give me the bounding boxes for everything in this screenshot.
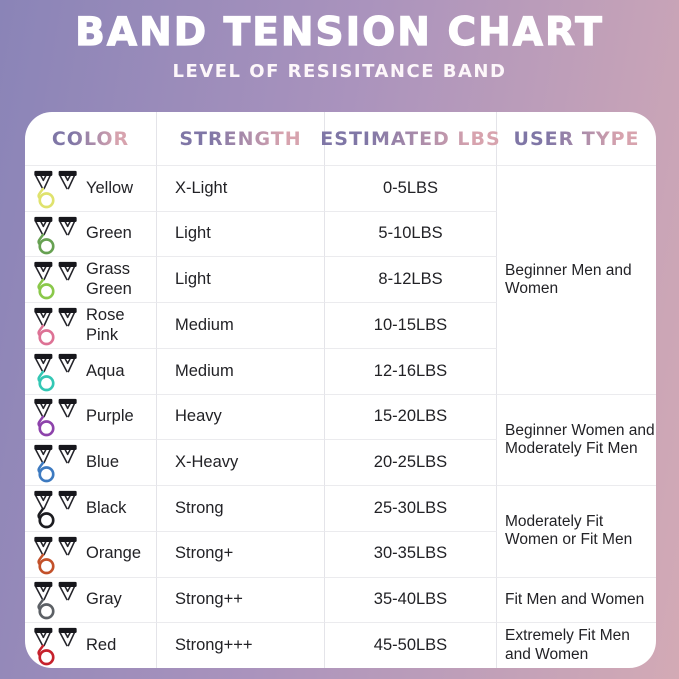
column-header-strength-label: STRENGTH: [179, 127, 302, 150]
strength-cell: Strong+: [157, 531, 325, 577]
band-ring: [40, 239, 53, 252]
color-cell: [25, 302, 157, 348]
band-ring: [40, 605, 53, 618]
band-ring: [40, 513, 53, 526]
estimated-lbs-cell: 25-30LBS: [325, 485, 497, 531]
user-type-cell: Beginner Men and Women: [497, 165, 656, 394]
band-handle-cap: [59, 171, 77, 176]
chart-card: [25, 112, 656, 668]
color-cell: [25, 439, 157, 485]
resistance-band-icon: [32, 168, 79, 209]
band-handle-cap: [59, 354, 77, 359]
strength-cell: Heavy: [157, 394, 325, 440]
color-name: Grass Green: [86, 260, 132, 298]
color-name: Yellow: [86, 178, 134, 197]
band-handle-cap: [34, 354, 52, 359]
column-header-estimated-lbs: [320, 112, 501, 165]
resistance-band-icon: [32, 214, 79, 255]
user-type-cell: Moderately Fit Women or Fit Men: [497, 485, 656, 576]
color-name: Gray: [86, 590, 122, 609]
estimated-lbs-cell: 20-25LBS: [325, 439, 497, 485]
band-handle-cap: [59, 582, 77, 587]
band-handle-cap: [59, 216, 77, 221]
resistance-band-icon: [32, 351, 79, 392]
color-cell: [25, 348, 157, 394]
resistance-band-icon: [32, 442, 79, 483]
strength-cell: Medium: [157, 348, 325, 394]
estimated-lbs-cell: 15-20LBS: [325, 394, 497, 440]
color-cell: [25, 256, 157, 302]
color-cell: [25, 622, 157, 668]
band-ring: [40, 331, 53, 344]
column-header-user-type: [497, 112, 656, 165]
color-name: Blue: [86, 452, 120, 471]
estimated-lbs-cell: 0-5LBS: [325, 165, 497, 211]
resistance-band-icon: [32, 534, 79, 575]
strength-cell: Strong: [157, 485, 325, 531]
band-handle-cap: [59, 445, 77, 450]
user-type-cell: Fit Men and Women: [497, 577, 656, 623]
strength-cell: X-Light: [157, 165, 325, 211]
band-handle-cap: [34, 399, 52, 404]
band-handle-cap: [59, 399, 77, 404]
color-name: Purple: [86, 407, 134, 426]
band-handle-cap: [34, 582, 52, 587]
band-ring: [40, 651, 53, 664]
band-ring: [40, 422, 53, 435]
band-ring: [40, 468, 53, 481]
resistance-band-icon: [32, 396, 79, 437]
column-header-estimated-lbs-label: ESTIMATED LBS: [320, 127, 501, 150]
page-subtitle: LEVEL OF RESISITANCE BAND: [172, 61, 507, 82]
band-ring: [40, 559, 53, 572]
band-handle-cap: [34, 262, 52, 267]
band-table: [25, 112, 656, 668]
strength-cell: X-Heavy: [157, 439, 325, 485]
estimated-lbs-cell: 30-35LBS: [325, 531, 497, 577]
color-name: Orange: [86, 544, 142, 563]
band-handle-cap: [34, 537, 52, 542]
color-cell: [25, 211, 157, 257]
band-handle-cap: [34, 308, 52, 313]
strength-cell: Medium: [157, 302, 325, 348]
column-header-color: [25, 112, 157, 165]
column-header-user-type-label: USER TYPE: [513, 127, 640, 150]
estimated-lbs-cell: 5-10LBS: [325, 211, 497, 257]
strength-cell: Light: [157, 211, 325, 257]
band-handle-cap: [34, 171, 52, 176]
estimated-lbs-cell: 45-50LBS: [325, 622, 497, 668]
color-name: Aqua: [86, 361, 125, 380]
color-name: Black: [86, 498, 127, 517]
band-ring: [40, 285, 53, 298]
band-handle-cap: [59, 537, 77, 542]
estimated-lbs-cell: 12-16LBS: [325, 348, 497, 394]
band-handle-cap: [59, 308, 77, 313]
estimated-lbs-cell: 8-12LBS: [325, 256, 497, 302]
color-cell: [25, 394, 157, 440]
user-type-cell: Beginner Women and Moderately Fit Men: [497, 394, 656, 485]
color-cell: [25, 531, 157, 577]
color-name: Red: [86, 635, 117, 654]
band-handle-cap: [59, 491, 77, 496]
strength-cell: Strong++: [157, 577, 325, 623]
page-title: BAND TENSION CHART: [75, 10, 604, 55]
estimated-lbs-cell: 35-40LBS: [325, 577, 497, 623]
header: [0, 0, 679, 82]
band-handle-cap: [34, 445, 52, 450]
resistance-band-icon: [32, 625, 79, 666]
color-cell: [25, 485, 157, 531]
color-name: Rose Pink: [86, 306, 125, 344]
band-handle-cap: [34, 216, 52, 221]
column-header-color-label: COLOR: [51, 127, 130, 150]
resistance-band-icon: [32, 488, 79, 529]
band-handle-cap: [34, 628, 52, 633]
resistance-band-icon: [32, 259, 79, 300]
strength-cell: Light: [157, 256, 325, 302]
resistance-band-icon: [32, 579, 79, 620]
estimated-lbs-cell: 10-15LBS: [325, 302, 497, 348]
strength-cell: Strong+++: [157, 622, 325, 668]
band-ring: [40, 193, 53, 206]
color-cell: [25, 577, 157, 623]
column-header-strength: [157, 112, 325, 165]
band-handle-cap: [59, 628, 77, 633]
color-name: Green: [86, 224, 132, 243]
user-type-cell: Extremely Fit Men and Women: [497, 622, 656, 668]
color-cell: [25, 165, 157, 211]
band-handle-cap: [59, 262, 77, 267]
band-handle-cap: [34, 491, 52, 496]
resistance-band-icon: [32, 305, 79, 346]
band-ring: [40, 376, 53, 389]
